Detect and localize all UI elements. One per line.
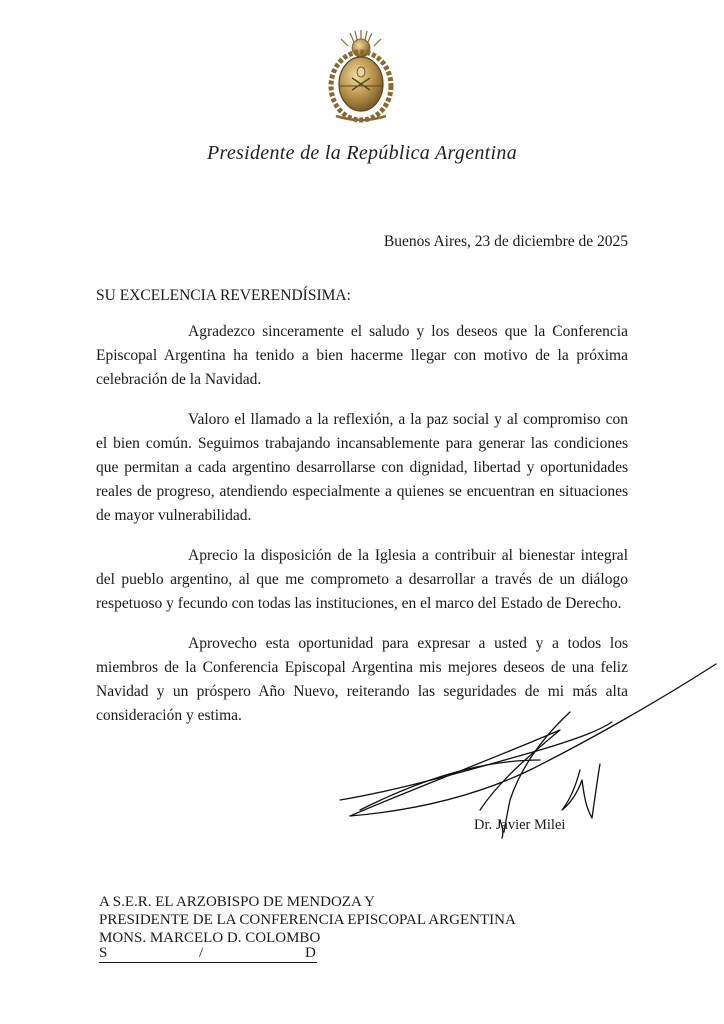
sd-notation: [99, 944, 317, 963]
salutation: SU EXCELENCIA REVERENDÍSIMA:: [96, 287, 351, 304]
paragraph-1: Agradezco sinceramente el saludo y los deseos que la Conferencia Episcopal Argentina ha tenido a bien hacerme llegar con motivo de la próxima celebración de la Navidad.: [96, 323, 628, 388]
sd-slash: /: [199, 945, 204, 961]
paragraph-3: Aprecio la disposición de la Iglesia a contribuir al bienestar integral del pueblo argentino, al que me comprometo a desarrollar a través de un diálogo respetuoso y fecundo con todas las instituciones, en el marco del Estado de Derecho.: [96, 547, 628, 612]
sd-s: S: [99, 945, 108, 961]
paragraph-4: Aprovecho esta oportunidad para expresar a usted y a todos los miembros de la Conferencia Episcopal Argentina mis mejores deseos de una feliz Navidad y un próspero Año Nuevo, reiterando las seguridades de mi más alta consideración y estima.: [96, 635, 628, 724]
handwritten-signature: [330, 660, 724, 840]
addressee-line-2: PRESIDENTE DE LA CONFERENCIA EPISCOPAL ARGENTINA: [99, 912, 516, 928]
letterhead-title: Presidente de la República Argentina: [207, 142, 517, 164]
sd-d: D: [305, 945, 316, 961]
signer-name: Dr. Javier Milei: [474, 817, 566, 833]
addressee-block: [99, 893, 516, 947]
addressee-line-3: MONS. MARCELO D. COLOMBO: [99, 930, 321, 946]
letter-date: Buenos Aires, 23 de diciembre de 2025: [383, 233, 628, 250]
addressee-line-1: A S.E.R. EL ARZOBISPO DE MENDOZA Y: [99, 894, 375, 910]
coat-of-arms-seal: [326, 28, 396, 124]
paragraph-2: Valoro el llamado a la reflexión, a la paz social y al compromiso con el bien común. Seguimos trabajando incansablemente para generar las condiciones que permitan a cada argentino desarrollarse con dignidad, libertad y oportunidades reales de progreso, atendiendo especialmente a quienes se encuentran en situaciones de mayor vulnerabilidad.: [96, 411, 628, 524]
